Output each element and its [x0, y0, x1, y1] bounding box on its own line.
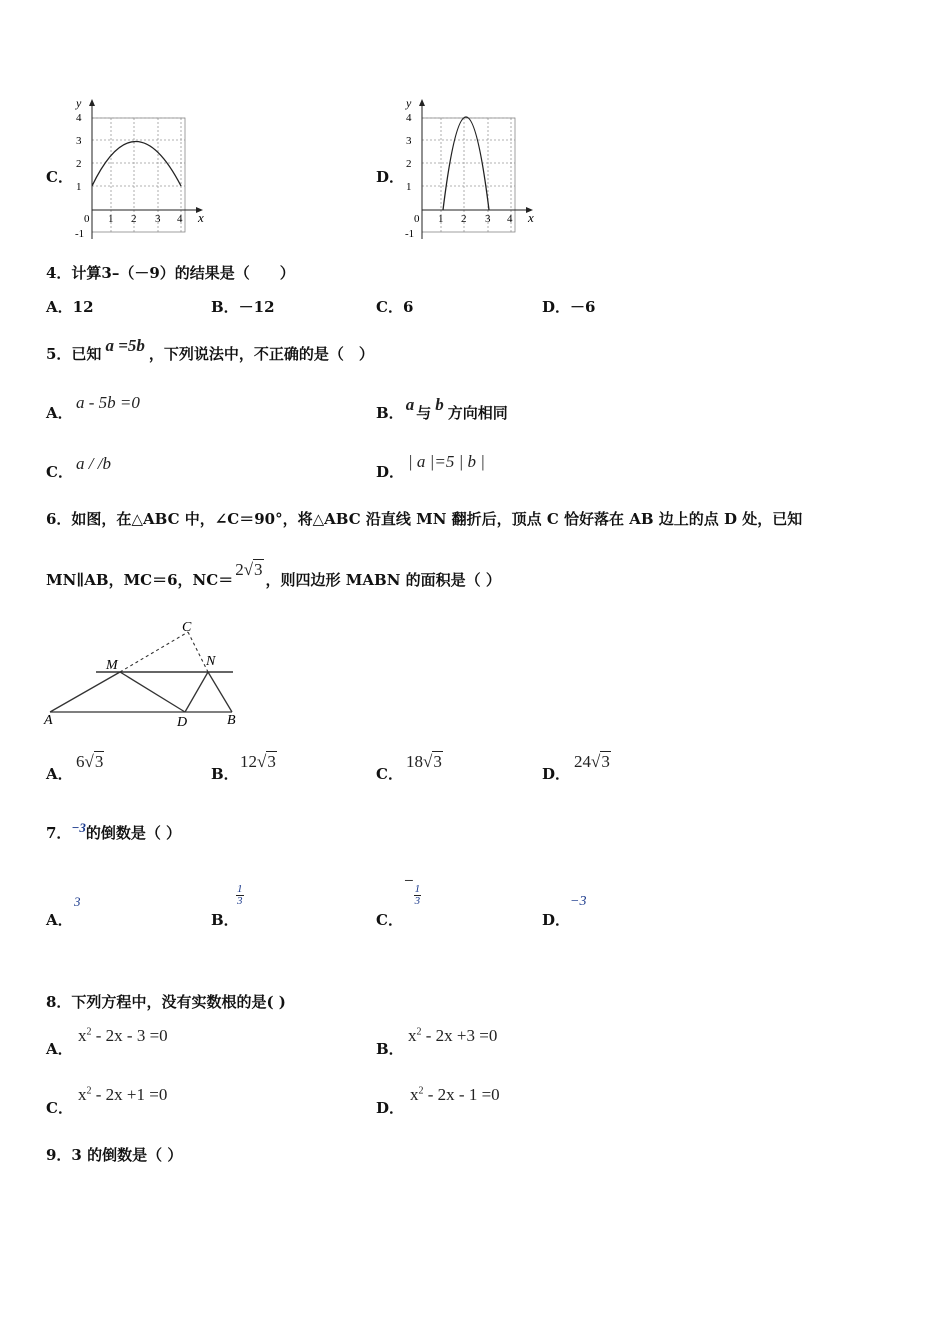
q4-option-d: D．－6 — [542, 298, 596, 316]
q7-option-d-math: −3 — [570, 894, 587, 909]
q3c-x-name: x — [198, 210, 204, 225]
q6-fig-label-n: N — [206, 654, 216, 669]
q6-option-b-label: B． — [211, 765, 239, 783]
q3d-tick-x1: 1 — [438, 213, 444, 225]
q5-stem-pre: 5．已知 — [46, 345, 102, 363]
q3d-tick-y1: 1 — [406, 181, 412, 193]
q8-option-a-math: $x^2 - 2x - 3 =0$ — [78, 1026, 168, 1045]
q5-option-d-math: | a |=5 | b | — [408, 452, 485, 471]
q5-option-b-vec-a: a — [405, 395, 415, 414]
q3d-tick-x0: 0 — [414, 213, 420, 225]
q6-fig-label-b: B — [227, 713, 236, 728]
q3d-tick-neg1: -1 — [405, 228, 415, 240]
q4-option-a: A．12 — [46, 298, 94, 316]
q6-option-c-label: C． — [376, 765, 403, 783]
q3d-tick-y4: 4 — [406, 112, 412, 124]
q3c-tick-y1: 1 — [76, 181, 82, 193]
q6-stem-line2-post: ，则四边形 MABN 的面积是（ ） — [265, 571, 501, 589]
q3d-y-name: y — [406, 96, 412, 110]
q6-option-d-math: 24√3 — [574, 752, 610, 771]
q3d-tick-x3: 3 — [485, 213, 491, 225]
q8-option-d-math: $x^2 - 2x - 1 =0$ — [410, 1085, 500, 1104]
q6-stem-line2-pre: MN∥AB，MC＝6，NC＝ — [46, 571, 234, 589]
q6-fig-label-m: M — [106, 658, 118, 673]
q3-option-d-label: D． — [376, 168, 405, 186]
q3c-tick-x1: 1 — [108, 213, 114, 225]
q3d-tick-y3: 3 — [406, 135, 412, 147]
q6-option-c-math: 18√3 — [406, 752, 442, 771]
q4-stem: 4．计算3–（－9）的结果是（ ） — [46, 264, 295, 282]
q3c-tick-neg1: -1 — [75, 228, 85, 240]
q5-option-b-with: 与 — [416, 404, 432, 422]
q5-stem — [46, 336, 374, 364]
q8-option-b-math: $x^2 - 2x +3 =0$ — [408, 1026, 498, 1045]
q6-option-a-label: A． — [46, 765, 73, 783]
q8-option-a-label: A． — [46, 1040, 73, 1058]
q8-option-c-math: $x^2 - 2x +1 =0$ — [78, 1085, 168, 1104]
q7-option-c-math: − $\frac{1}{3}$ — [404, 871, 421, 907]
q5-option-b-vec-b: b — [435, 395, 444, 414]
q8-option-c-label: C． — [46, 1099, 73, 1117]
q6-option-a-math: 6√3 — [76, 752, 104, 771]
q3d-tick-y2: 2 — [406, 158, 412, 170]
q3c-tick-x3: 3 — [155, 213, 161, 225]
q8-stem: 8．下列方程中，没有实数根的是( ) — [46, 993, 286, 1011]
q7-number: 7． — [46, 824, 72, 842]
q5-option-c-math: a / /b — [76, 454, 111, 473]
q6-option-d-label: D． — [542, 765, 571, 783]
q7-option-a-label: A． — [46, 911, 73, 929]
q3c-tick-x2: 2 — [131, 213, 137, 225]
q4-option-b: B．－12 — [211, 298, 275, 316]
q3d-tick-x2: 2 — [461, 213, 467, 225]
q5-option-a-math: a - 5b =0 — [76, 393, 140, 412]
q5-option-b-label: B． — [376, 404, 404, 422]
q7-option-d-label: D． — [542, 911, 571, 929]
q6-fig-label-a: A — [44, 713, 53, 728]
q3c-y-name: y — [76, 96, 82, 110]
q9-stem: 9．3 的倒数是（ ） — [46, 1146, 183, 1164]
q5-option-b — [376, 395, 508, 423]
q5-option-b-text: 方向相同 — [447, 404, 508, 422]
q5-option-d-label: D． — [376, 463, 405, 481]
q5-option-a-label: A． — [46, 404, 73, 422]
q5-stem-math: a =5b — [105, 336, 145, 355]
q6-fig-label-d: D — [177, 715, 188, 730]
q3-option-c-graph — [68, 94, 218, 244]
q6-stem-line2 — [46, 560, 501, 590]
q3c-tick-x4: 4 — [177, 213, 183, 225]
q3-option-d-graph — [398, 94, 548, 244]
q6-nc-value: 2√3 — [235, 560, 263, 579]
q3c-tick-y2: 2 — [76, 158, 82, 170]
q5-option-c-label: C． — [46, 463, 73, 481]
q6-fig-label-c: C — [182, 620, 192, 635]
q3d-tick-x4: 4 — [507, 213, 513, 225]
q5-stem-post: ，下列说法中，不正确的是（ ） — [148, 345, 374, 363]
q7-option-c-label: C． — [376, 911, 403, 929]
q6-option-b-math: 12√3 — [240, 752, 276, 771]
q3c-tick-y4: 4 — [76, 112, 82, 124]
q3c-tick-x0: 0 — [84, 213, 90, 225]
q8-option-d-label: D． — [376, 1099, 405, 1117]
q7-option-b-math: $\frac{1}{3}$ — [237, 883, 243, 907]
q4-option-c: C．6 — [376, 298, 414, 316]
q3c-tick-y3: 3 — [76, 135, 82, 147]
q7-stem-text: 的倒数是（ ） — [85, 824, 182, 842]
q6-stem-line1: 6．如图，在△ABC 中，∠C＝90°，将△ABC 沿直线 MN 翻折后，顶点 C 恰好落在 AB 边上的点 D 处，已知 — [46, 510, 803, 528]
q7-stem — [46, 822, 181, 843]
q7-math: −3 — [71, 820, 86, 835]
q3-option-c-label: C． — [46, 168, 73, 186]
q8-option-b-label: B． — [376, 1040, 404, 1058]
q6-figure — [40, 618, 250, 733]
q3d-x-name: x — [528, 210, 534, 225]
q7-option-b-label: B． — [211, 911, 239, 929]
q7-option-a-math: 3 — [74, 894, 81, 909]
